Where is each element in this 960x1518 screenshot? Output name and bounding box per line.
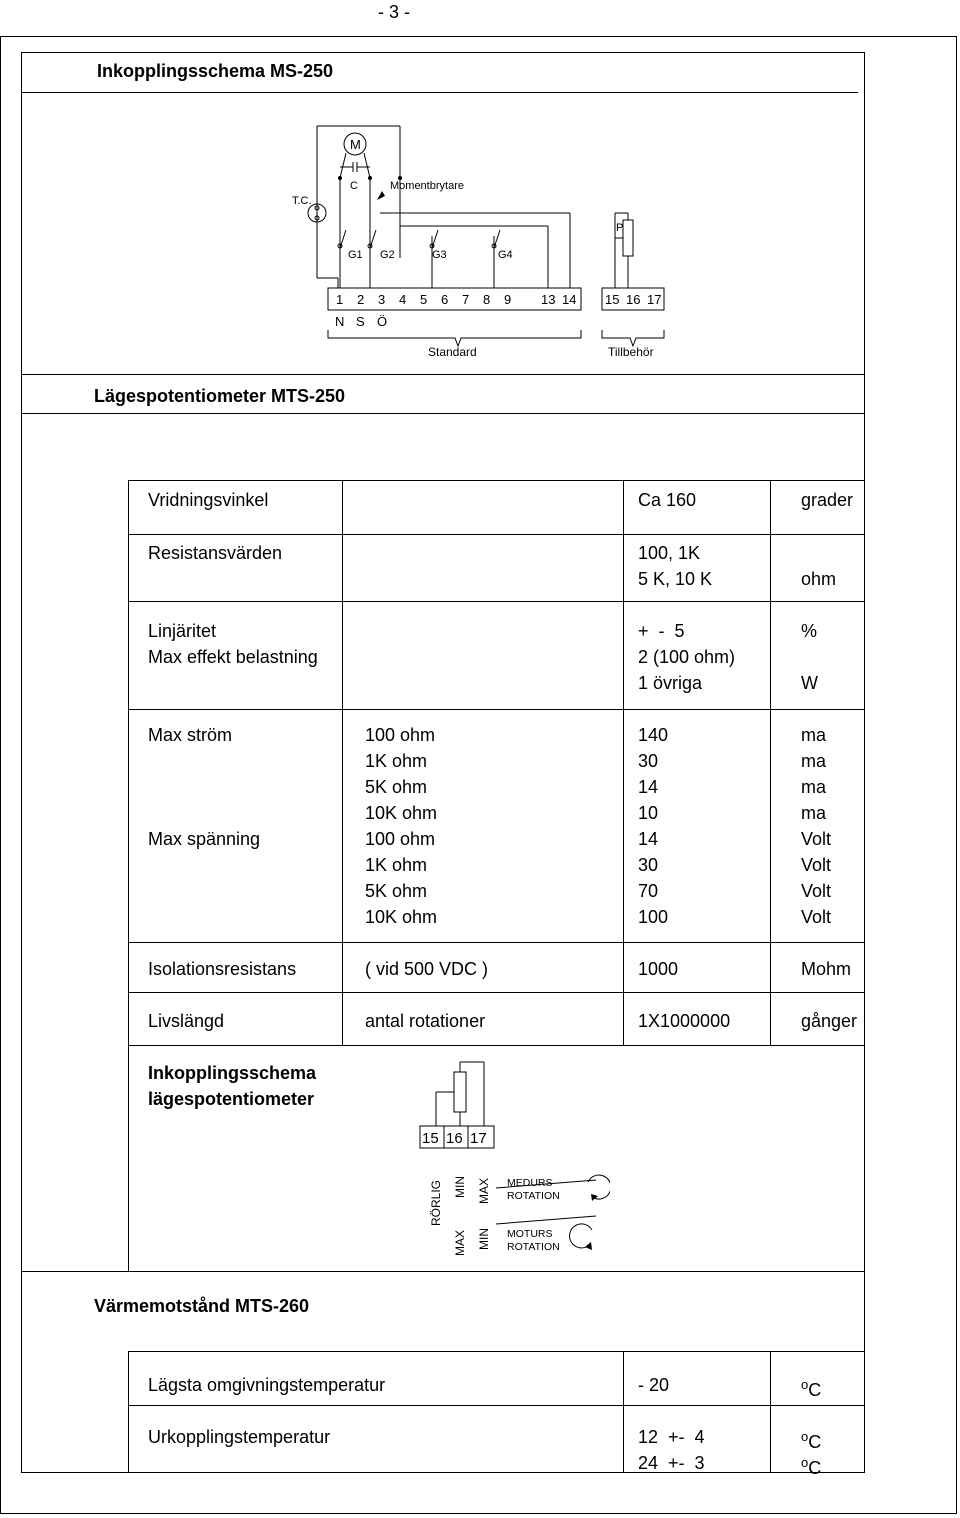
terminal-9: 9 <box>504 292 512 307</box>
max-strom-r1: 1K ohm <box>365 751 428 771</box>
livslangd-label: Livslängd <box>148 1011 225 1031</box>
mts250-title: Lägespotentiometer MTS-250 <box>94 386 346 406</box>
max-effekt-unit: W <box>801 673 818 693</box>
switch-g1: G1 <box>348 249 363 261</box>
max-spanning-u2: Volt <box>801 881 832 901</box>
pot-terminal-17: 17 <box>470 1130 487 1147</box>
terminal-label-o: Ö <box>377 314 388 329</box>
moturs-1: MOTURS <box>507 1228 553 1240</box>
lagsta-label: Lägsta omgivningstemperatur <box>148 1375 386 1395</box>
max-strom-r2: 5K ohm <box>365 777 428 797</box>
terminal-label-s: S <box>356 314 365 329</box>
isolation-label: Isolationsresistans <box>148 959 297 979</box>
urkoppling-value1: 12 +- 4 <box>638 1427 705 1447</box>
medurs-1: MEDURS <box>507 1177 553 1189</box>
max-spanning-v0: 14 <box>638 829 659 849</box>
page-number: - 3 - <box>378 2 411 22</box>
max-strom-u1: ma <box>801 751 827 771</box>
mts260-title: Värmemotstånd MTS-260 <box>94 1296 310 1316</box>
resistans-unit: ohm <box>801 569 837 589</box>
max-spanning-r3: 10K ohm <box>365 907 438 927</box>
max-strom-r3: 10K ohm <box>365 803 438 823</box>
max-strom-v1: 30 <box>638 751 659 771</box>
urkoppling-label: Urkopplingstemperatur <box>148 1427 331 1447</box>
max-effekt-value1: 2 (100 ohm) <box>638 647 736 667</box>
vridningsvinkel-value: Ca 160 <box>638 490 697 510</box>
max-strom-v3: 10 <box>638 803 659 823</box>
terminal-13: 13 <box>541 292 556 307</box>
switch-g2: G2 <box>380 249 395 261</box>
thermal-label: T.C. <box>292 195 312 207</box>
urkoppling-unit-1: $^o$C <box>801 1429 822 1452</box>
terminal-14: 14 <box>562 292 577 307</box>
max-spanning-label: Max spänning <box>148 829 261 849</box>
max-spanning-r1: 1K ohm <box>365 855 428 875</box>
lagsta-value: - 20 <box>638 1375 670 1395</box>
urkoppling-unit-2: $^o$C <box>801 1455 822 1478</box>
max-spanning-u1: Volt <box>801 855 832 875</box>
max-spanning-v1: 30 <box>638 855 659 875</box>
accessory-label: Tillbehör <box>608 345 654 359</box>
max-strom-r0: 100 ohm <box>365 725 436 745</box>
resistans-label: Resistansvärden <box>148 543 283 563</box>
torque-switch-label: Momentbrytare <box>390 180 464 192</box>
terminal-8: 8 <box>483 292 491 307</box>
max-spanning-r0: 100 ohm <box>365 829 436 849</box>
max-strom-u2: ma <box>801 777 827 797</box>
terminal-5: 5 <box>420 292 428 307</box>
schema-line1: Inkopplingsschema <box>148 1063 317 1083</box>
lagsta-unit: $^o$C <box>801 1377 822 1400</box>
max-strom-v0: 140 <box>638 725 669 745</box>
livslangd-unit: gånger <box>801 1011 858 1031</box>
terminal-4: 4 <box>399 292 407 307</box>
resistans-value2: 5 K, 10 K <box>638 569 713 589</box>
isolation-cond: ( vid 500 VDC ) <box>365 959 489 979</box>
livslangd-value: 1X1000000 <box>638 1011 731 1031</box>
max-effekt-label: Max effekt belastning <box>148 647 318 667</box>
max-spanning-u0: Volt <box>801 829 832 849</box>
max-strom-v2: 14 <box>638 777 659 797</box>
max-spanning-v2: 70 <box>638 881 659 901</box>
terminal-6: 6 <box>441 292 449 307</box>
pot-label: P <box>616 222 624 234</box>
motor-label: M <box>350 137 361 152</box>
terminal-15: 15 <box>605 292 620 307</box>
terminal-2: 2 <box>357 292 365 307</box>
max-spanning-v3: 100 <box>638 907 669 927</box>
terminal-7: 7 <box>462 292 470 307</box>
linjaritet-label: Linjäritet <box>148 621 217 641</box>
terminal-17: 17 <box>647 292 662 307</box>
urkoppling-value2: 24 +- 3 <box>638 1453 705 1473</box>
max-spanning-u3: Volt <box>801 907 832 927</box>
vridningsvinkel-label: Vridningsvinkel <box>148 490 269 510</box>
terminal-3: 3 <box>378 292 386 307</box>
isolation-value: 1000 <box>638 959 679 979</box>
pot-max-2: MAX <box>453 1229 467 1256</box>
max-spanning-r2: 5K ohm <box>365 881 428 901</box>
potentiometer-diagram <box>410 1058 610 1260</box>
medurs-2: ROTATION <box>507 1190 560 1202</box>
max-strom-u3: ma <box>801 803 827 823</box>
livslangd-cond: antal rotationer <box>365 1011 486 1031</box>
ms250-title: Inkopplingsschema MS-250 <box>97 61 334 81</box>
moturs-2: ROTATION <box>507 1241 560 1253</box>
standard-label: Standard <box>428 345 477 359</box>
max-effekt-value2: 1 övriga <box>638 673 703 693</box>
capacitor-label: C <box>350 180 358 192</box>
max-strom-u0: ma <box>801 725 827 745</box>
terminal-label-n: N <box>335 314 345 329</box>
vridningsvinkel-unit: grader <box>801 490 854 510</box>
pot-min-2: MIN <box>477 1228 491 1250</box>
pot-rorlig: RÖRLIG <box>429 1179 443 1226</box>
terminal-1: 1 <box>336 292 344 307</box>
isolation-unit: Mohm <box>801 959 852 979</box>
ms250-wiring-diagram <box>280 118 680 366</box>
terminal-16: 16 <box>626 292 641 307</box>
pot-min-1: MIN <box>453 1176 467 1198</box>
max-strom-label: Max ström <box>148 725 233 745</box>
pot-terminal-16: 16 <box>446 1130 463 1147</box>
switch-g3: G3 <box>432 249 447 261</box>
linjaritet-value: + - 5 <box>638 621 685 641</box>
schema-line2: lägespotentiometer <box>148 1089 315 1109</box>
resistans-value1: 100, 1K <box>638 543 701 563</box>
linjaritet-unit: % <box>801 621 818 641</box>
pot-terminal-15: 15 <box>422 1130 439 1147</box>
switch-g4: G4 <box>498 249 513 261</box>
pot-max-1: MAX <box>477 1177 491 1204</box>
